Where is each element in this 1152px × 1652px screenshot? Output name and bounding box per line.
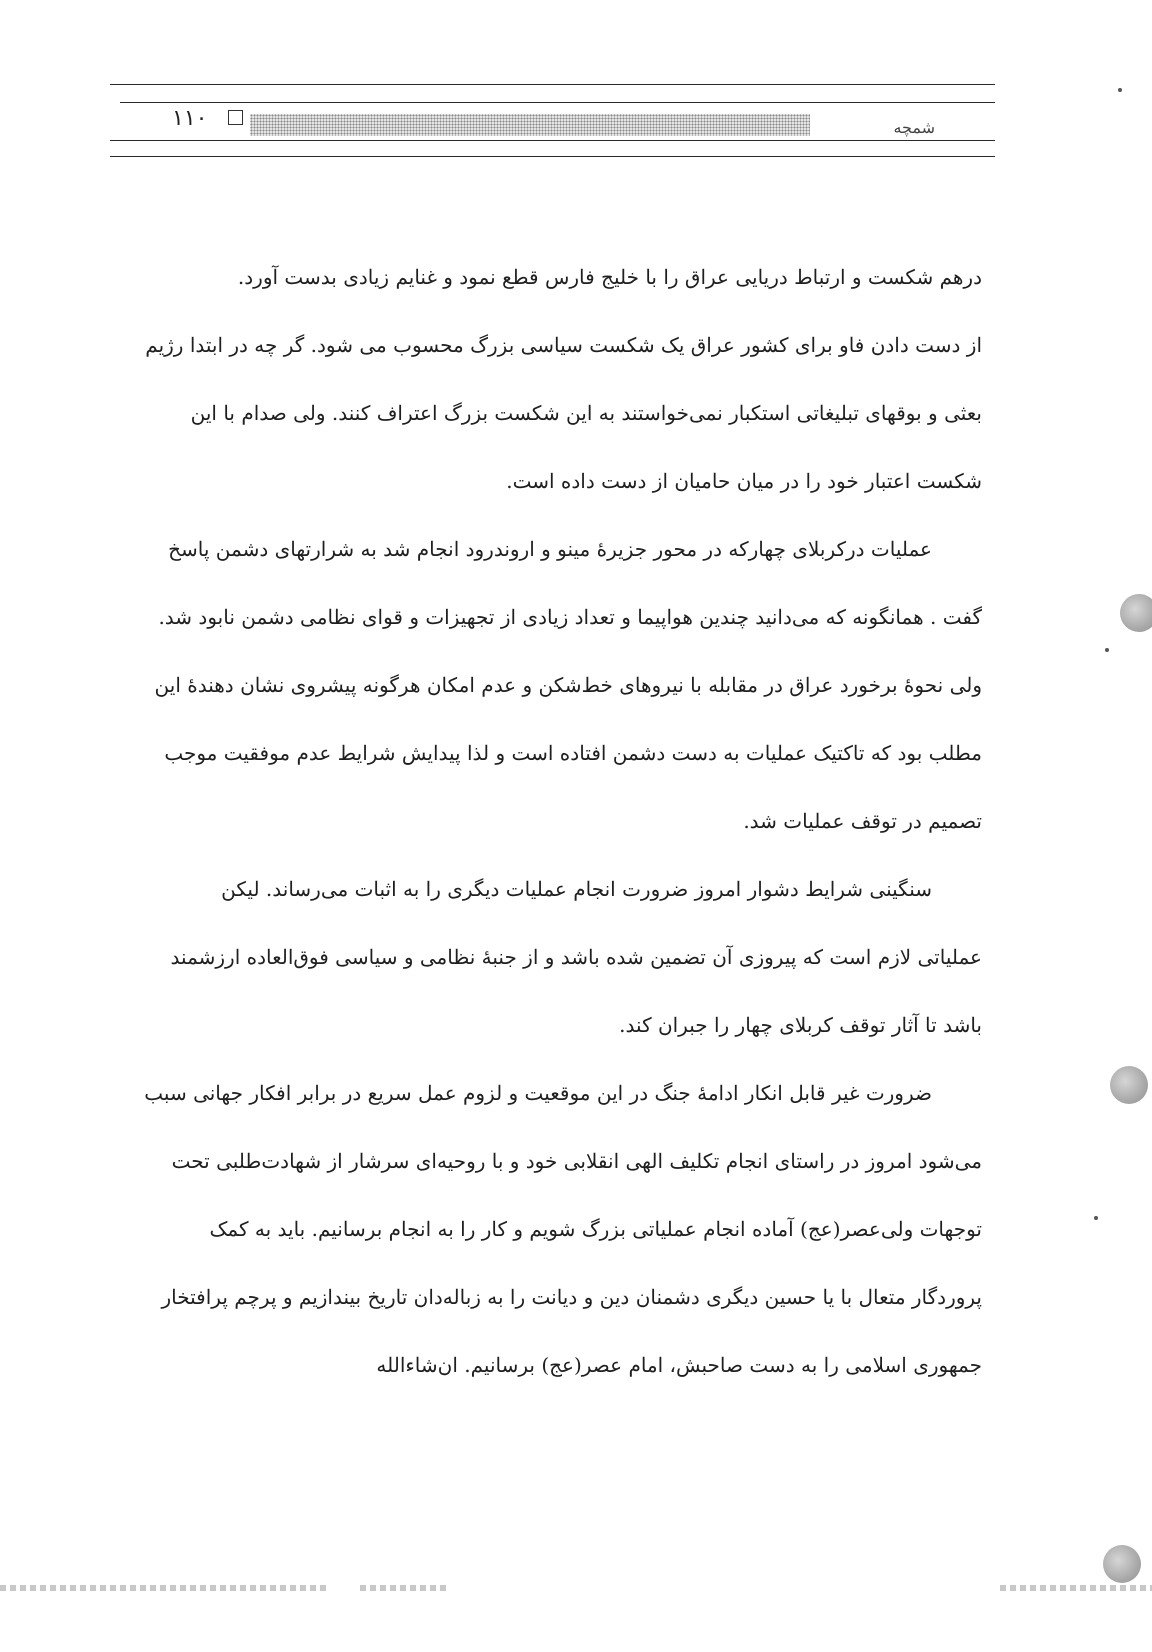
header-rule-top [110, 84, 995, 85]
punch-hole-icon [1120, 594, 1152, 632]
page-header [110, 80, 995, 170]
text-line: می‌شود امروز در راستای انجام تکلیف الهی انقلابی خود و با روحیه‌ای سرشار از شهادت‌طلبی تحت [171, 1149, 982, 1173]
paragraph-start-line: سنگینی شرایط دشوار امروز ضرورت انجام عملیات دیگری را به اثبات می‌رساند. لیکن [221, 877, 932, 901]
scan-edge-left [0, 1585, 330, 1591]
text-line: گفت . همانگونه که می‌دانید چندین هواپیما و تعداد زیادی از تجهیزات و قوای نظامی دشمن نابود شد. [158, 605, 982, 629]
header-box-icon [228, 110, 243, 125]
paragraph-start-line: عملیات درکربلای چهارکه در محور جزیرهٔ مینو و اروندرود انجام شد به شرارتهای دشمن پاسخ [168, 537, 932, 561]
text-line: جمهوری اسلامی را به دست صاحبش، امام عصر(عج) برسانیم. ان‌شاءالله [376, 1353, 982, 1377]
scan-speck [1105, 648, 1109, 652]
text-line: درهم شکست و ارتباط دریایی عراق را با خلیج فارس قطع نمود و غنایم زیادی بدست آورد. [237, 265, 982, 289]
text-line: شکست اعتبار خود را در میان حامیان از دست داده است. [506, 469, 982, 493]
body-text [82, 255, 982, 1411]
text-line: بعثی و بوقهای تبلیغاتی استکبار نمی‌خواستند به این شکست بزرگ اعتراف کنند. ولی صدام با این [190, 401, 982, 425]
text-line: توجهات ولی‌عصر(عج) آماده انجام عملیاتی بزرگ شویم و کار را به انجام برسانیم. باید به کمک [209, 1217, 982, 1241]
text-line: از دست دادن فاو برای کشور عراق یک شکست سیاسی بزرگ محسوب می شود. گر چه در ابتدا رژیم [145, 333, 982, 357]
header-rule-second [120, 102, 995, 103]
text-line: ولی نحوهٔ برخورد عراق در مقابله با نیروهای خط‌شکن و عدم امکان هرگونه پیشروی نشان دهندهٔ این [154, 673, 982, 697]
text-line: عملیاتی لازم است که پیروزی آن تضمین شده باشد و از جنبهٔ نظامی و سیاسی فوق‌العاده ارزشمند [170, 945, 982, 969]
text-line: باشد تا آثار توقف کربلای چهار را جبران کند. [619, 1013, 982, 1037]
scan-edge-right [1000, 1585, 1152, 1591]
page-number: ۱۱۰ [172, 106, 208, 131]
text-line: مطلب بود که تاکتیک عملیات به دست دشمن افتاده است و لذا پیدایش شرایط عدم موفقیت موجب [164, 741, 982, 765]
header-title: شمچه [893, 118, 935, 137]
punch-hole-icon [1110, 1066, 1148, 1104]
punch-hole-icon [1103, 1545, 1141, 1583]
header-dotted-bar [250, 114, 810, 136]
text-line: تصمیم در توقف عملیات شد. [743, 809, 982, 833]
header-rule-third [110, 140, 995, 141]
scan-speck [1094, 1216, 1098, 1220]
scan-edge-mid [360, 1585, 450, 1591]
paragraph-start-line: ضرورت غیر قابل انکار ادامهٔ جنگ در این موقعیت و لزوم عمل سریع در برابر افکار جهانی سبب [144, 1081, 932, 1105]
scan-speck [1118, 88, 1122, 92]
text-line: پروردگار متعال با یا حسین دیگری دشمنان دین و دیانت را به زباله‌دان تاریخ بیندازیم و پرچم پرافتخار [161, 1285, 982, 1309]
header-rule-bottom [110, 156, 995, 157]
